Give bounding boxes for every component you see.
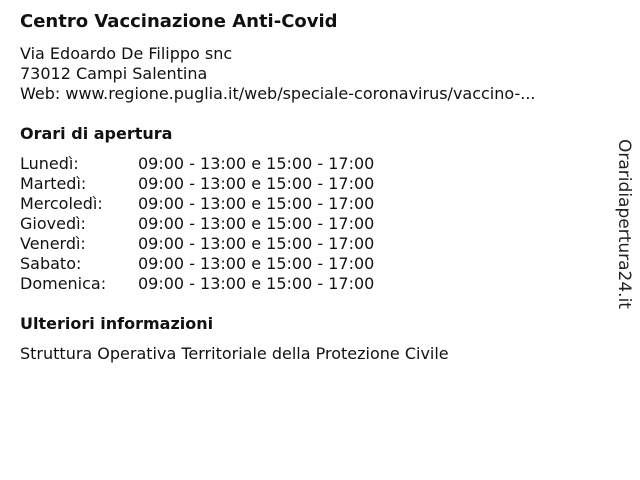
day-label: Venerdì: <box>20 234 86 253</box>
website-line[interactable]: Web: www.regione.puglia.it/web/speciale-coronavirus/vaccino-... <box>20 84 536 103</box>
day-label: Martedì: <box>20 174 87 193</box>
address-line: Via Edoardo De Filippo snc <box>20 44 233 63</box>
time-range: 09:00 - 13:00 e 15:00 - 17:00 <box>138 214 375 233</box>
city-line: 73012 Campi Salentina <box>20 64 208 83</box>
hours-row-friday <box>20 234 420 254</box>
hours-row-monday <box>20 154 420 174</box>
day-label: Sabato: <box>20 254 82 273</box>
additional-info-heading: Ulteriori informazioni <box>20 314 214 333</box>
day-label: Mercoledì: <box>20 194 103 213</box>
additional-info-text: Struttura Operativa Territoriale della Protezione Civile <box>20 344 449 363</box>
page-title: Centro Vaccinazione Anti-Covid <box>20 11 338 32</box>
hours-row-wednesday <box>20 194 420 214</box>
hours-row-sunday <box>20 274 420 294</box>
time-range: 09:00 - 13:00 e 15:00 - 17:00 <box>138 254 375 273</box>
site-watermark <box>612 136 636 312</box>
hours-row-saturday <box>20 254 420 274</box>
watermark-text: Oraridiapertura24.it <box>614 139 634 309</box>
time-range: 09:00 - 13:00 e 15:00 - 17:00 <box>138 234 375 253</box>
hours-row-thursday <box>20 214 420 234</box>
time-range: 09:00 - 13:00 e 15:00 - 17:00 <box>138 174 375 193</box>
day-label: Domenica: <box>20 274 107 293</box>
time-range: 09:00 - 13:00 e 15:00 - 17:00 <box>138 154 375 173</box>
opening-hours-table <box>20 154 420 294</box>
hours-row-tuesday <box>20 174 420 194</box>
day-label: Lunedì: <box>20 154 79 173</box>
opening-hours-heading: Orari di apertura <box>20 124 173 143</box>
time-range: 09:00 - 13:00 e 15:00 - 17:00 <box>138 194 375 213</box>
time-range: 09:00 - 13:00 e 15:00 - 17:00 <box>138 274 375 293</box>
business-details <box>20 44 536 104</box>
day-label: Giovedì: <box>20 214 86 233</box>
